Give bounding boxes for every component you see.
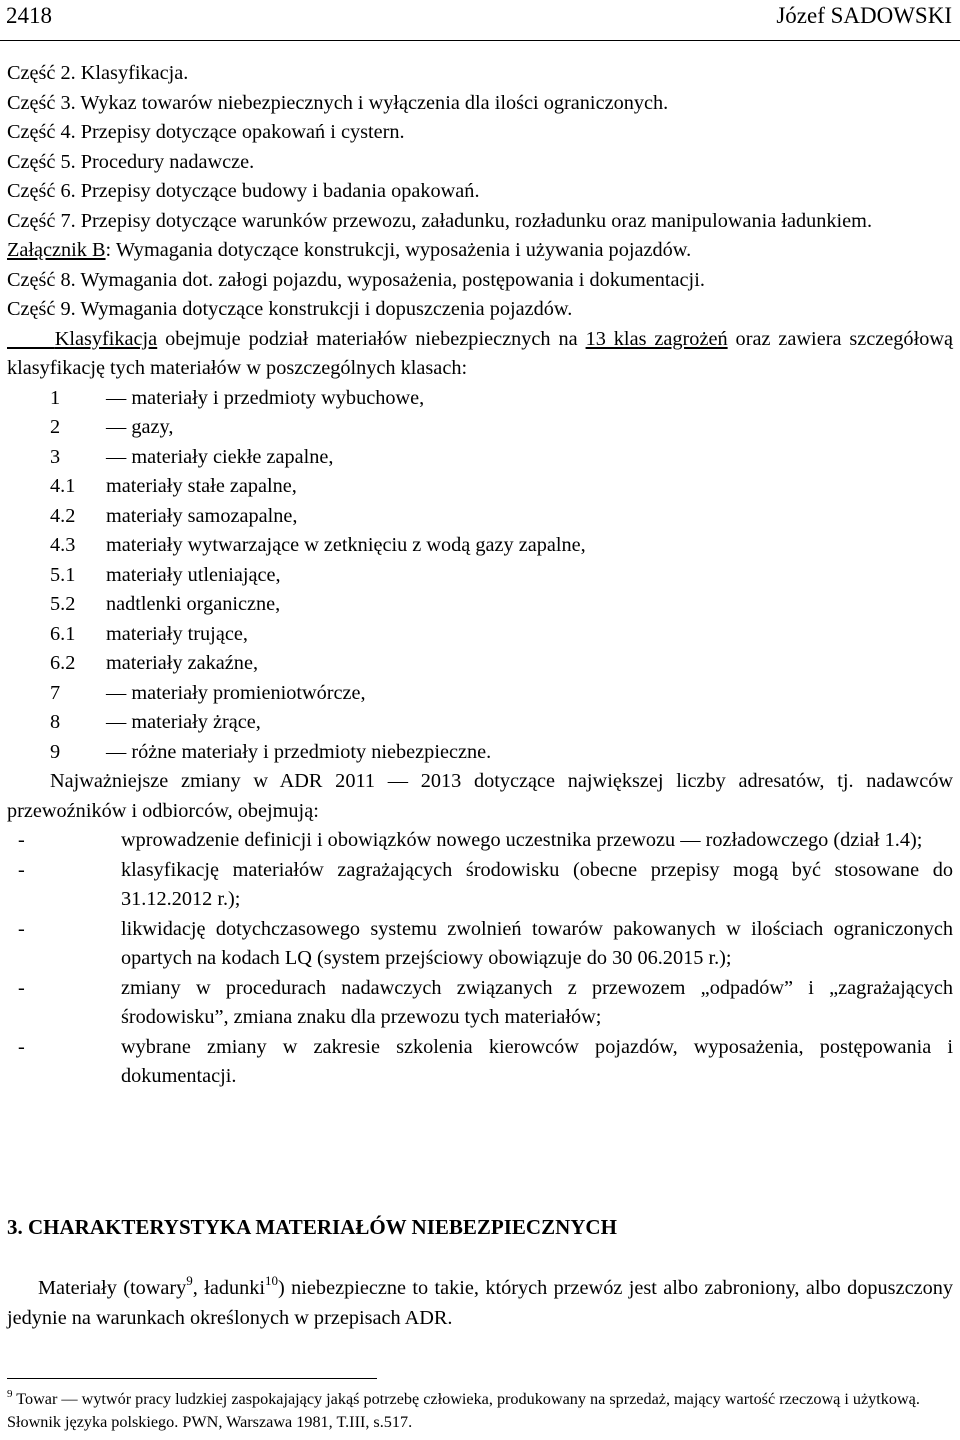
class-item: 7 — materiały promieniotwórcze, xyxy=(50,681,366,704)
footnote-ref-10[interactable]: 10 xyxy=(265,1273,279,1288)
part-line: Część 3. Wykaz towarów niebezpiecznych i wyłączenia dla ilości ograniczonych. xyxy=(7,91,669,114)
page-number: 2418 xyxy=(6,3,52,28)
footnote-ref-9[interactable]: 9 xyxy=(186,1273,193,1288)
class-item: 3 — materiały ciekłe zapalne, xyxy=(50,445,334,468)
change-item: - wybrane zmiany w zakresie szkolenia kierowców pojazdów, wyposażenia, postępowania i dokumentacji. xyxy=(18,1035,953,1087)
class-item: 1 — materiały i przedmioty wybuchowe, xyxy=(50,386,425,409)
annex-b-label: Załącznik B xyxy=(7,239,106,261)
part-line: Część 5. Procedury nadawcze. xyxy=(7,150,255,173)
class-item: 4.3 materiały wytwarzające w zetknięciu z wodą gazy zapalne, xyxy=(50,534,586,556)
part-line: Część 7. Przepisy dotyczące warunków przewozu, załadunku, rozładunku oraz manipulowania ładunkiem. xyxy=(7,209,873,232)
footnote-separator xyxy=(7,1378,377,1379)
running-header xyxy=(0,0,960,41)
class-item: 9 — różne materiały i przedmioty niebezpieczne. xyxy=(50,740,492,763)
change-item: - klasyfikację materiałów zagrażających środowisku (obecne przepisy mogą być stosowane do 31.12.2012 r.); xyxy=(18,858,953,910)
part-line: Część 2. Klasyfikacja. xyxy=(7,62,189,84)
class-item: 2 — gazy, xyxy=(50,416,174,438)
change-item: - wprowadzenie definicji i obowiązków nowego uczestnika przewozu — rozładowczego (dział 1.4); xyxy=(18,829,923,851)
annex-b-text: : Wymagania dotyczące konstrukcji, wyposażenia i używania pojazdów. xyxy=(105,239,692,261)
class-list xyxy=(7,384,953,768)
class-item: 8 — materiały żrące, xyxy=(50,711,261,733)
class-item: 4.1 materiały stałe zapalne, xyxy=(50,475,297,497)
part-line: Część 6. Przepisy dotyczące budowy i badania opakowań. xyxy=(7,180,480,202)
part-line: Część 9. Wymagania dotyczące konstrukcji i dopuszczenia pojazdów. xyxy=(7,298,573,320)
change-item: - likwidację dotychczasowego systemu zwolnień towarów pakowanych w ilościach ograniczonych opartych na kodach LQ (system przejściowy obowiązuje do 30 06.2015 r.); xyxy=(18,917,953,969)
classification-text-end: oraz zawiera szczegółową klasyfikację tych materiałów w poszczególnych klasach: xyxy=(7,327,954,379)
classification-term: Klasyfikacja xyxy=(54,327,158,350)
classes-count: 13 klas zagrożeń xyxy=(585,327,728,350)
change-item: - zmiany w procedurach nadawczych związanych z przewozem „odpadów” i „zagrażających środowisku”, zmiana znaku dla przewozu tych materiałów; xyxy=(18,976,953,1028)
class-item: 4.2 materiały samozapalne, xyxy=(50,504,298,527)
running-author: Józef SADOWSKI xyxy=(776,3,952,28)
class-item: 5.2 nadtlenki organiczne, xyxy=(50,593,281,615)
annex-b-line xyxy=(7,236,953,266)
definition-paragraph: Materiały (towary$^9$, ładunki$^{10}$) niebezpieczne to takie, których przewóz jest albo zabroniony, albo dopuszczony jedynie na warunkach określonych w przepisach ADR. xyxy=(7,1273,953,1329)
main-text xyxy=(7,59,953,1092)
changes-intro: Najważniejsze zmiany w ADR 2011 — 2013 dotyczące największej liczby adresatów, tj. nadawców przewoźników i odbiorców, obejmują: xyxy=(7,770,953,822)
class-item: 6.2 materiały zakaźne, xyxy=(50,652,259,674)
class-item: 6.1 materiały trujące, xyxy=(50,622,248,645)
classification-text: obejmuje podział materiałów niebezpiecznych na xyxy=(157,327,586,350)
classification-paragraph xyxy=(7,325,953,384)
section-heading: 3. CHARAKTERYSTYKA MATERIAŁÓW NIEBEZPIECZNYCH xyxy=(7,1215,617,1239)
class-item: 5.1 materiały utleniające, xyxy=(50,563,281,586)
part-line: Część 8. Wymagania dot. załogi pojazdu, wyposażenia, postępowania i dokumentacji. xyxy=(7,268,705,291)
part-line: Część 4. Przepisy dotyczące opakowań i cystern. xyxy=(7,121,405,143)
footnote-9: $^9$ Towar — wytwór pracy ludzkiej zaspokajający jakąś potrzebę człowieka, produkowany na sprzedaż, mający wartość rzeczową i użytkową. Słownik języka polskiego. PWN, Warszawa 1981, T.III, s.517. xyxy=(7,1388,920,1431)
